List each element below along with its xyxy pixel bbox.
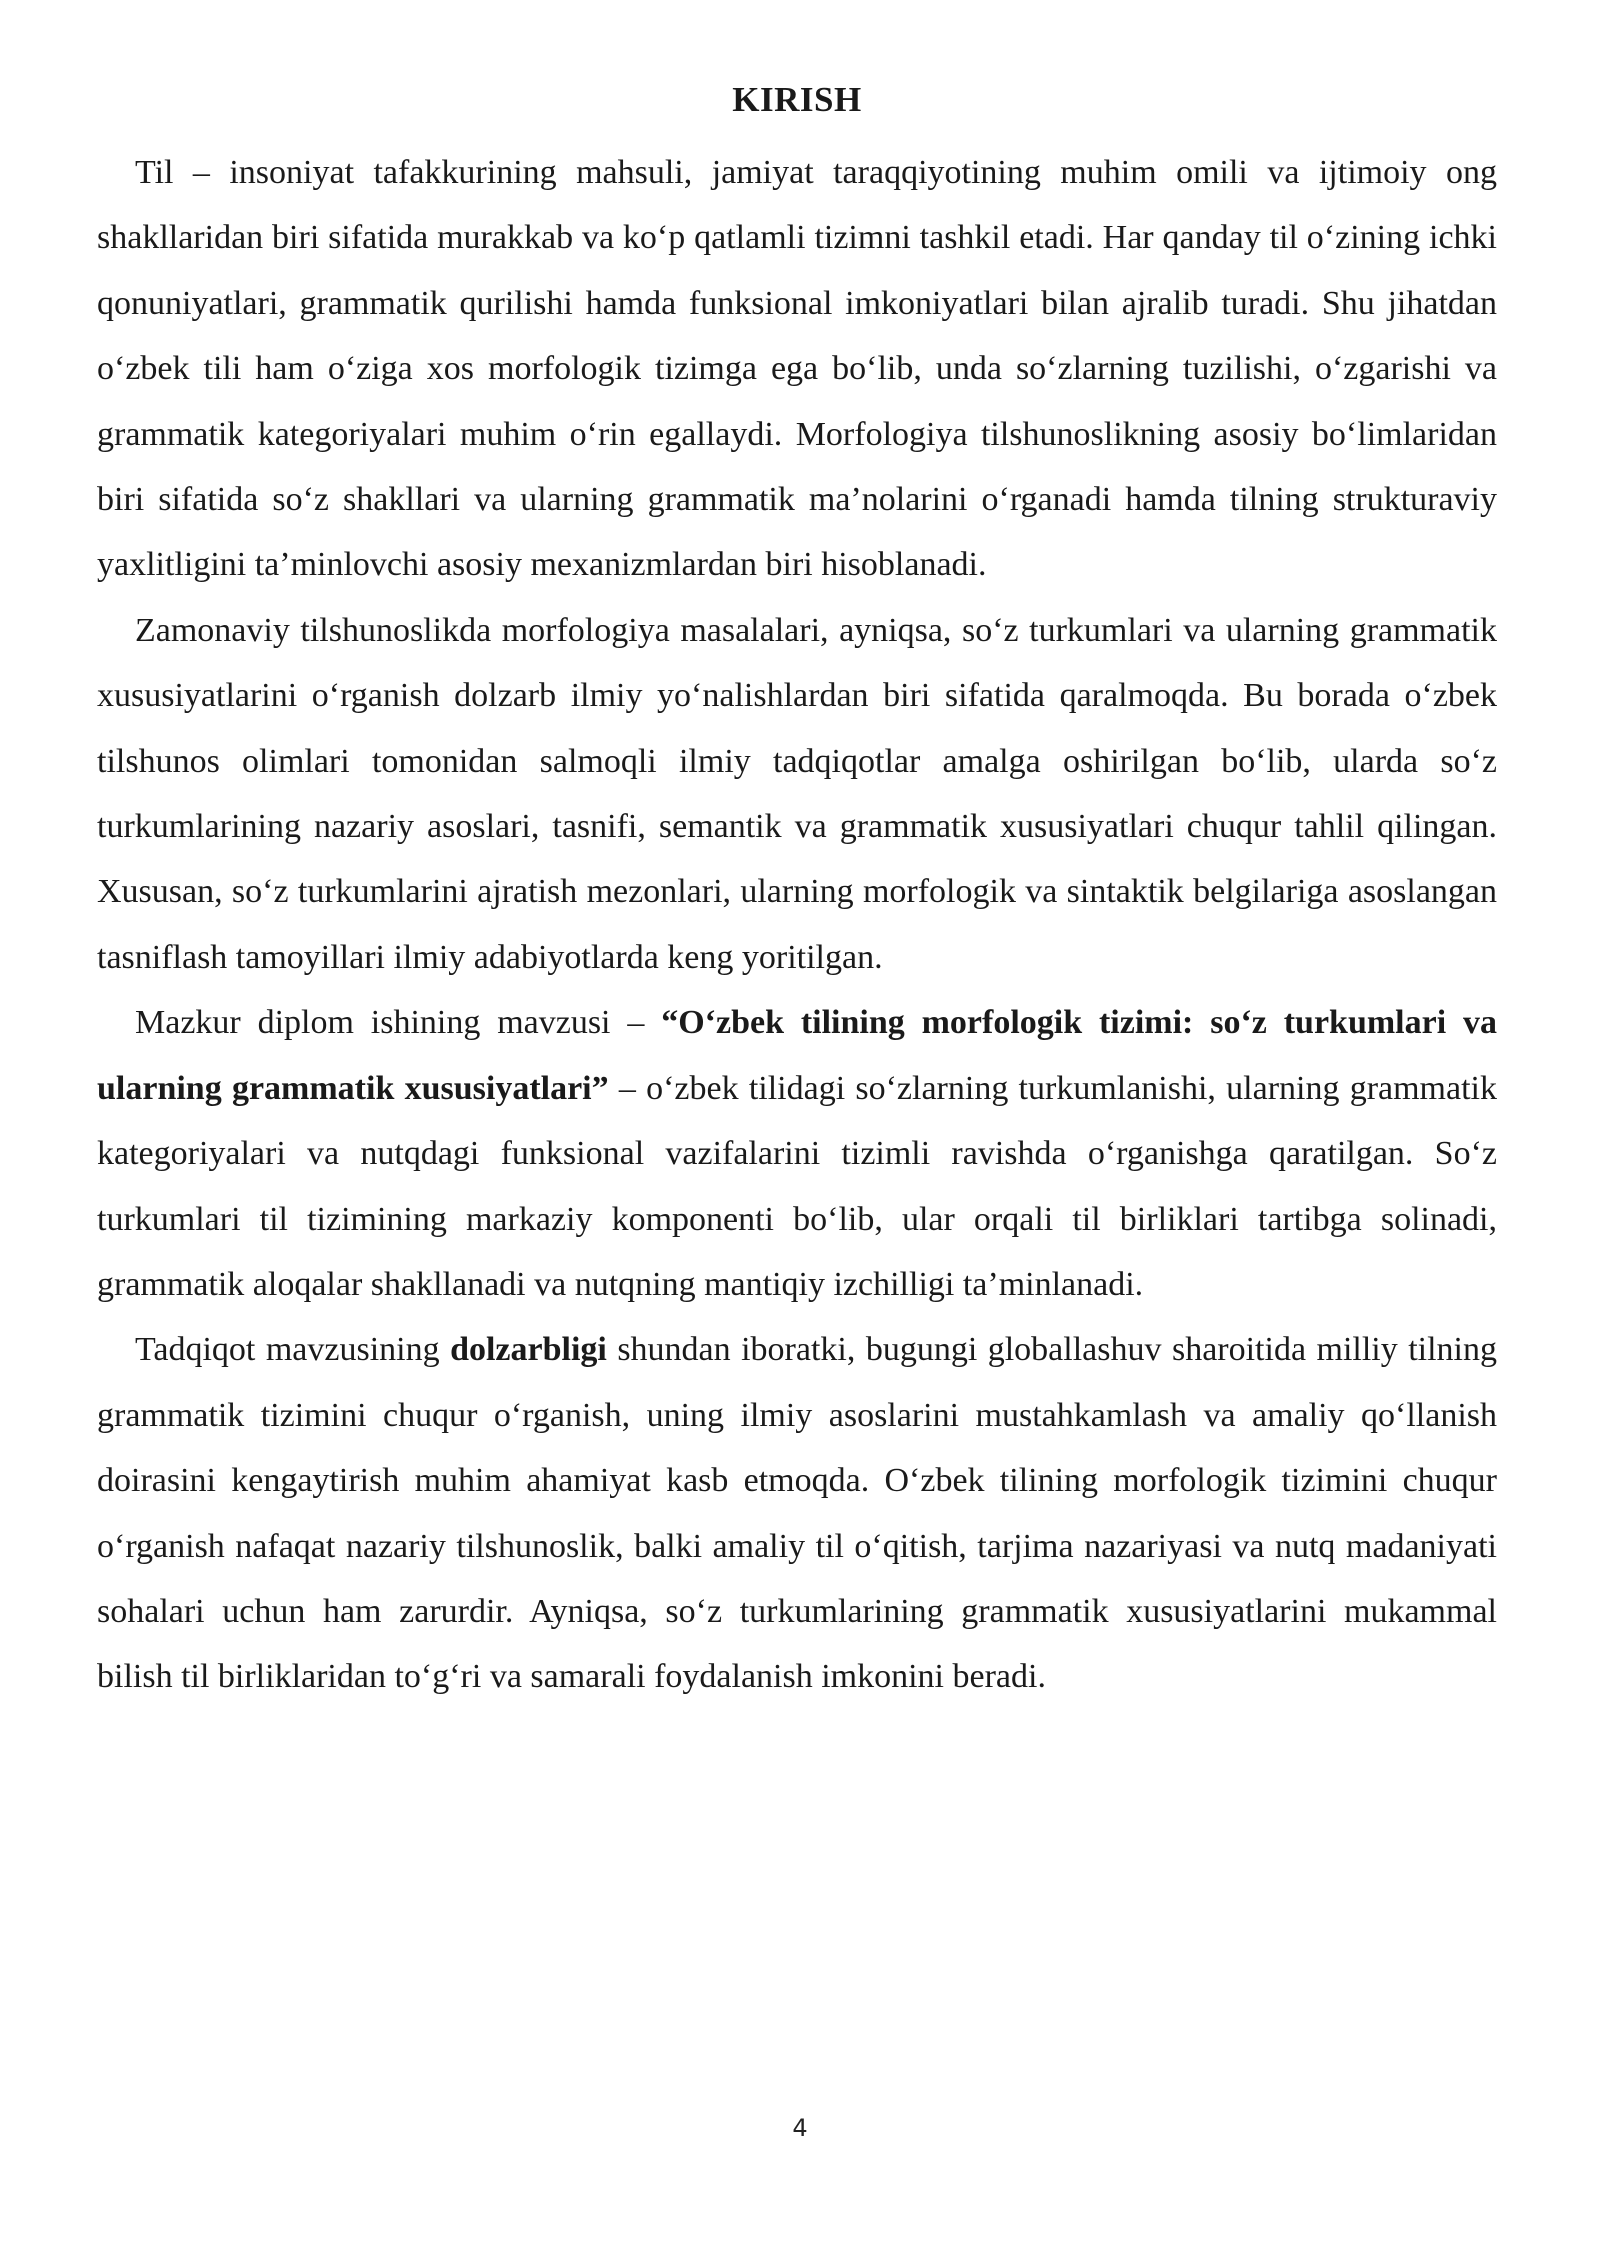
section-title: KIRISH xyxy=(732,80,862,119)
thesis-topic-rest: – o‘zbek tilidagi so‘zlarning turkumlanishi, ularning grammatik kategoriyalari va nutqdagi funksional vazifalarini tizimli ravishda o‘rganishga qaratilgan. So‘z turkumlari til tizimining markaziy komponenti bo‘lib, ular orqali til birliklari tartibga solinadi, grammatik aloqalar shakllanadi va nutqning mantiqiy izchilligi ta’minlanadi. xyxy=(97,1069,1497,1303)
relevance-rest: shundan iboratki, bugungi globallashuv sharoitida milliy tilning grammatik tizimini chuqur o‘rganish, uning ilmiy asoslarini mustahkamlash va amaliy qo‘llanish doirasini kengaytirish muhim ahamiyat kasb etmoqda. O‘zbek tilining morfologik tizimini chuqur o‘rganish nafaqat nazariy tilshunoslik, balki amaliy til o‘qitish, tarjima nazariyasi va nutq madaniyati sohalari uchun ham zarurdir. Ayniqsa, so‘z turkumlarining grammatik xususiyatlarini mukammal bilish til birliklaridan to‘g‘ri va samarali foydalanish imkonini beradi. xyxy=(97,1331,1497,1696)
page-content xyxy=(97,74,1497,1710)
relevance-lead: Tadqiqot mavzusining xyxy=(135,1331,451,1369)
thesis-topic-title: “O‘zbek tilining morfologik tizimi: so‘z turkumlari va ularning grammatik xususiyatlari” xyxy=(97,1004,1498,1107)
page-number: 4 xyxy=(792,2114,808,2142)
paragraph-modern-linguistics: Zamonaviy tilshunoslikda morfologiya masalalari, ayniqsa, so‘z turkumlari va ularning grammatik xususiyatlarini o‘rganish dolzarb ilmiy yo‘nalishlardan biri sifatida qaralmoqda. Bu borada o‘zbek tilshunos olimlari tomonidan salmoqli ilmiy tadqiqotlar amalga oshirilgan bo‘lib, ularda so‘z turkumlarining nazariy asoslari, tasnifi, semantik va grammatik xususiyatlari chuqur tahlil qilingan. Xususan, so‘z turkumlarini ajratish mezonlari, ularning morfologik va sintaktik belgilariga asoslangan tasniflash tamoyillari ilmiy adabiyotlarda keng yoritilgan. xyxy=(97,611,1497,976)
relevance-keyword: dolzarbligi xyxy=(450,1331,607,1369)
paragraph-thesis-topic xyxy=(97,990,1497,1317)
thesis-topic-lead: Mazkur diplom ishining mavzusi – xyxy=(135,1004,662,1042)
paragraph-relevance xyxy=(97,1317,1497,1709)
paragraph-intro: Til – insoniyat tafakkurining mahsuli, jamiyat taraqqiyotining muhim omili va ijtimoiy ong shakllaridan biri sifatida murakkab va ko‘p qatlamli tizimni tashkil etadi. Har qanday til o‘zining ichki qonuniyatlari, grammatik qurilishi hamda funksional imkoniyatlari bilan ajralib turadi. Shu jihatdan o‘zbek tili ham o‘ziga xos morfologik tizimga ega bo‘lib, unda so‘zlarning tuzilishi, o‘zgarishi va grammatik kategoriyalari muhim o‘rin egallaydi. Morfologiya tilshunoslikning asosiy bo‘limlaridan biri sifatida so‘z shakllari va ularning grammatik ma’nolarini o‘rganadi hamda tilning strukturaviy yaxlitligini ta’minlovchi asosiy mexanizmlardan biri hisoblanadi. xyxy=(97,154,1497,584)
